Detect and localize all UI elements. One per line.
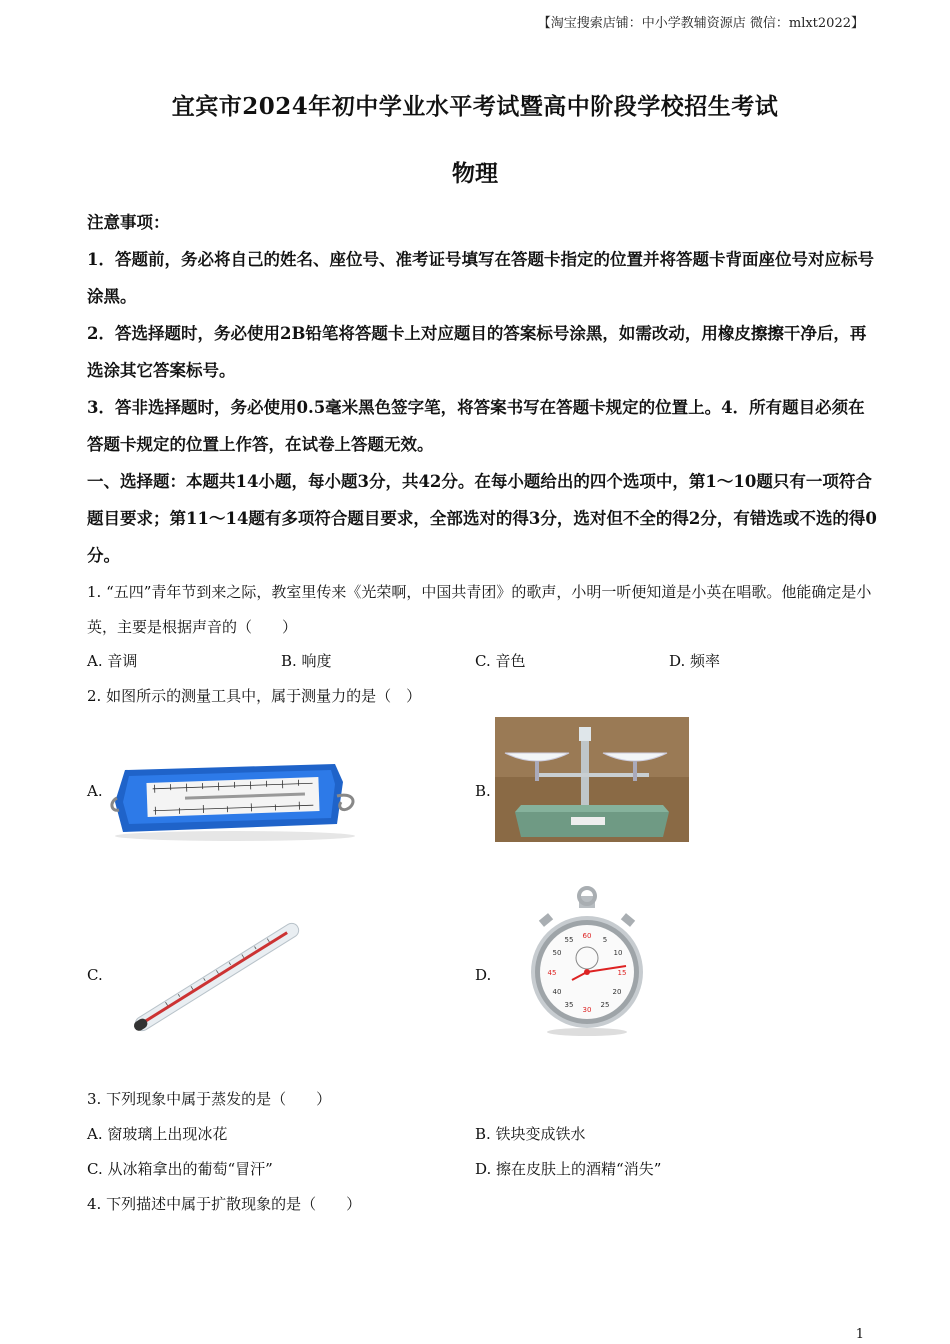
stopwatch-num-5: 5 <box>602 936 608 944</box>
stopwatch-num-25: 25 <box>600 1001 610 1009</box>
stopwatch-num-50: 50 <box>552 949 562 957</box>
stopwatch-num-20: 20 <box>612 988 622 996</box>
q2-label-d: D. <box>475 966 492 984</box>
stopwatch-num-60: 60 <box>582 932 592 940</box>
question-3-stem: 3. 下列现象中属于蒸发的是（ ） <box>87 1090 332 1108</box>
notes-item-3: 3．答非选择题时，务必使用0.5毫米黑色签字笔，将答案书写在答题卡规定的位置上。4．所有题目必须在答题卡规定的位置上作答，在试卷上答题无效。 <box>87 398 865 454</box>
thermometer-image <box>120 920 315 1035</box>
q1-option-d: D. 频率 <box>669 652 721 670</box>
stopwatch-num-55: 55 <box>564 936 574 944</box>
q2-label-a: A. <box>87 782 103 800</box>
stopwatch-num-35: 35 <box>564 1001 574 1009</box>
notes-item-2: 2．答选择题时，务必使用2B铅笔将答题卡上对应题目的答案标号涂黑，如需改动，用橡皮擦擦干净后，再选涂其它答案标号。 <box>87 324 867 380</box>
q3-option-a: A. 窗玻璃上出现冰花 <box>87 1125 228 1143</box>
section-1-instructions: 一、选择题：本题共14小题，每小题3分，共42分。在每小题给出的四个选项中，第1～10题只有一项符合题目要求；第11～14题有多项符合题目要求，全部选对的得3分，选对但不全的得2分，有错选或不选的得0分。 <box>87 472 877 565</box>
header-note: 【淘宝搜索店铺：中小学教辅资源店 微信：mlxt2022】 <box>537 16 864 31</box>
question-1-stem: 1. “五四”青年节到来之际，教室里传来《光荣啊，中国共青团》的歌声，小明一听便知道是小英在唱歌。他能确定是小英，主要是根据声音的（ ） <box>87 583 872 636</box>
q1-option-b: B. 响度 <box>281 652 332 670</box>
page-number: 1 <box>855 1327 864 1342</box>
q1-option-c: C. 音色 <box>475 652 526 670</box>
stopwatch-num-45: 45 <box>547 969 557 977</box>
stopwatch-num-40: 40 <box>552 988 562 996</box>
notes-item-1: 1．答题前，务必将自己的姓名、座位号、准考证号填写在答题卡指定的位置并将答题卡背面座位号对应标号涂黑。 <box>87 250 874 306</box>
q2-label-c: C. <box>87 966 103 984</box>
q3-option-c: C. 从冰箱拿出的葡萄“冒汗” <box>87 1160 273 1178</box>
stopwatch-image <box>528 886 646 1036</box>
q3-option-d: D. 擦在皮肤上的酒精“消失” <box>475 1160 662 1178</box>
exam-subject: 物理 <box>452 160 498 187</box>
q1-option-a: A. 音调 <box>87 652 138 670</box>
spring-scale-image <box>105 752 375 844</box>
notes-heading: 注意事项： <box>87 213 170 232</box>
question-4-stem: 4. 下列描述中属于扩散现象的是（ ） <box>87 1195 362 1213</box>
balance-scale-image <box>495 717 689 842</box>
stopwatch-num-10: 10 <box>613 949 623 957</box>
q3-option-b: B. 铁块变成铁水 <box>475 1125 586 1143</box>
q2-label-b: B. <box>475 782 491 800</box>
stopwatch-num-30: 30 <box>582 1006 592 1014</box>
exam-title: 宜宾市2024年初中学业水平考试暨高中阶段学校招生考试 <box>171 93 779 120</box>
notes-block <box>87 204 877 645</box>
question-2-stem: 2. 如图所示的测量工具中，属于测量力的是（ ） <box>87 687 422 705</box>
stopwatch-num-15: 15 <box>617 969 627 977</box>
